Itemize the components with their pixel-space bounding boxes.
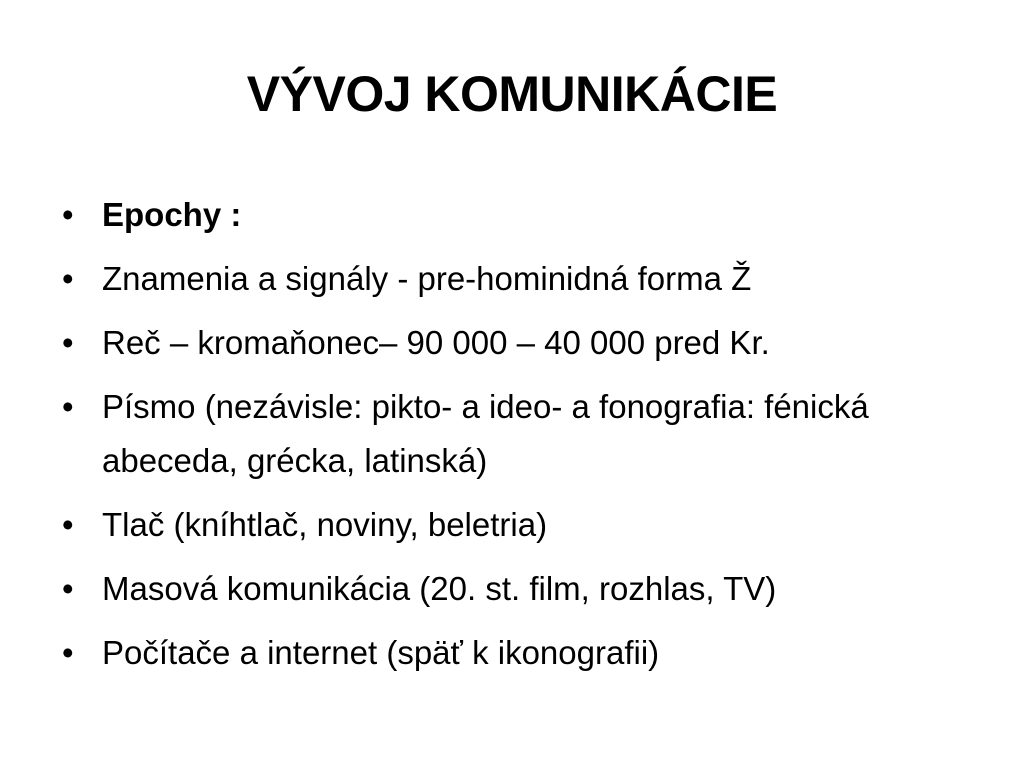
bullet-icon: • xyxy=(62,388,74,425)
list-item-znamenia xyxy=(62,252,962,306)
bullet-icon: • xyxy=(62,634,74,671)
list-item-text: Znamenia a signály - pre-hominidná forma Ž xyxy=(102,260,752,297)
bullet-icon: • xyxy=(62,570,74,607)
bullet-icon: • xyxy=(62,506,74,543)
list-item-text: Písmo (nezávisle: pikto- a ideo- a fonografia: fénická abeceda, grécka, latinská) xyxy=(102,388,869,479)
list-item-text: Tlač (kníhtlač, noviny, beletria) xyxy=(102,506,548,543)
list-item-text: Počítače a internet (späť k ikonografii) xyxy=(102,634,660,671)
list-item-text: Epochy : xyxy=(102,196,242,233)
list-item-pismo xyxy=(62,380,962,488)
list-item-rec xyxy=(62,316,962,370)
bullet-icon: • xyxy=(62,196,74,233)
bullet-icon: • xyxy=(62,260,74,297)
bullet-list xyxy=(62,188,962,690)
list-item-text: Reč – kromaňonec– 90 000 – 40 000 pred Kr. xyxy=(102,324,770,361)
list-item-masova-komunikacia xyxy=(62,562,962,616)
list-item-pocitace xyxy=(62,626,962,680)
list-item-tlac xyxy=(62,498,962,552)
list-item-text: Masová komunikácia (20. st. film, rozhlas, TV) xyxy=(102,570,777,607)
bullet-icon: • xyxy=(62,324,74,361)
list-item-epochy xyxy=(62,188,962,242)
slide-title: VÝVOJ KOMUNIKÁCIE xyxy=(246,66,778,122)
